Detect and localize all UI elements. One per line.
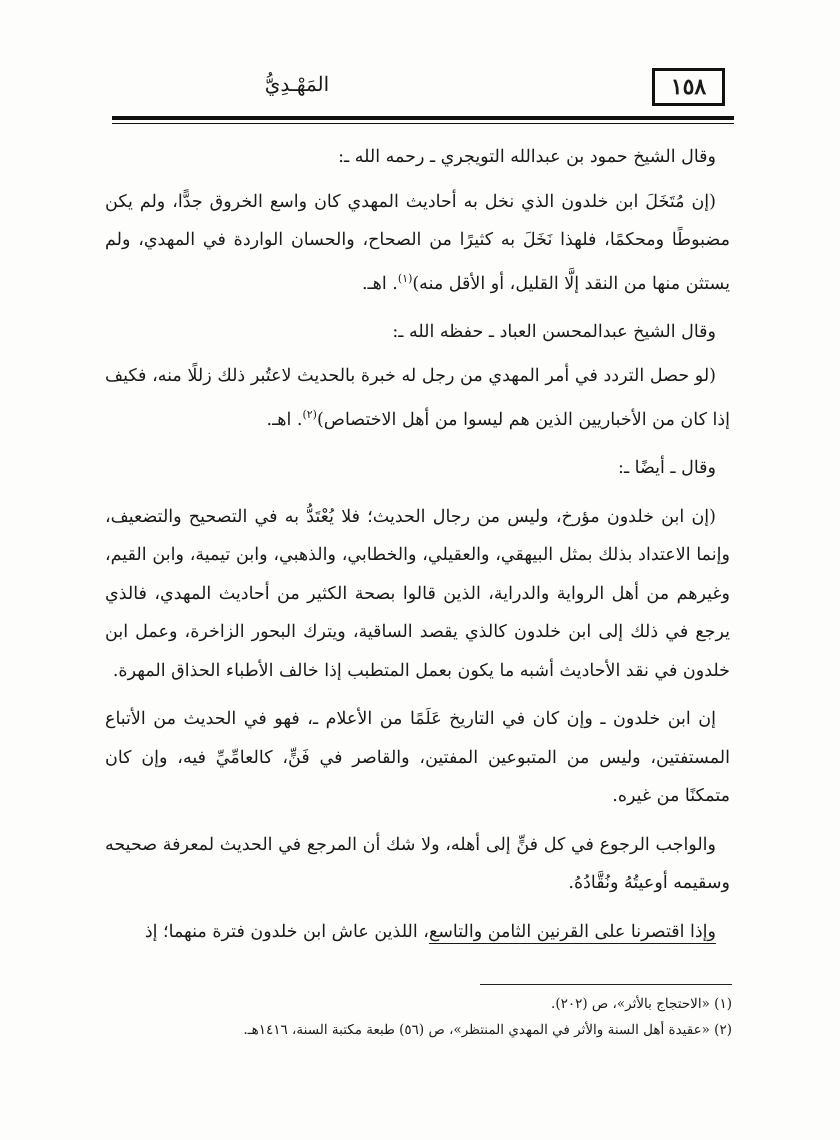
running-title: المَهْـدِيُّ bbox=[264, 72, 330, 96]
footnote: (٢) «عقيدة أهل السنة والأثر في المهدي المنتظر»، ص (٥٦) طبعة مكتبة السنة، ١٤١٦هـ. bbox=[243, 1022, 732, 1038]
page-number: ١٥٨ bbox=[652, 68, 725, 106]
footnote-ref: (١) bbox=[397, 271, 413, 285]
paragraph: وقال الشيخ حمود بن عبدالله التويجري ـ رحمه الله ـ: bbox=[338, 147, 716, 167]
underlined-text: وإذا اقتصرنا على القرنين الثامن والتاسع bbox=[428, 921, 716, 942]
paragraph: وقال الشيخ عبدالمحسن العباد ـ حفظه الله ـ: bbox=[392, 321, 716, 342]
quote-paragraph bbox=[105, 183, 730, 303]
header-rule-thin bbox=[112, 123, 734, 124]
footnote: (١) «الاحتجاج بالأثر»، ص (٢٠٢). bbox=[551, 996, 732, 1012]
quote-paragraph bbox=[105, 357, 730, 439]
paragraph-tail: . اهـ. bbox=[266, 409, 303, 430]
paragraph: وقال ـ أيضًا ـ: bbox=[618, 458, 716, 479]
paragraph: إن ابن خلدون ـ وإن كان في التاريخ عَلَمًا من الأعلام ـ، فهو في الحديث من الأتباع المستفتين، وليس من المتبوعين المفتين، والقاصر في فَنٍّ، كالعامِّيِّ فيه، وإن كان متمكنًا من غيره. bbox=[105, 709, 730, 807]
paragraph: والواجب الرجوع في كل فنٍّ إلى أهله، ولا شك أن المرجع في الحديث لمعرفة صحيحه وسقيمه أوعيتُهُ ونُقَّادُهُ. bbox=[105, 834, 730, 894]
header-rule-thick bbox=[112, 116, 734, 120]
paragraph-last-line bbox=[105, 913, 730, 952]
footnote-ref: (٢) bbox=[302, 407, 317, 421]
page-body bbox=[105, 138, 730, 957]
quote-paragraph: (إن ابن خلدون مؤرخ، وليس من رجال الحديث؛ فلا يُعْتَدُّ به في التصحيح والتضعيف، وإنما الاعتداد بذلك بمثل البيهقي، والعقيلي، والخطابي، والذهبي، وابن تيمية، وابن القيم، وغيرهم من أهل الرواية والدراية، الذين قالوا بصحة الكثير من أحاديث المهدي، فالذي يرجع في ذلك إلى ابن خلدون كالذي يقصد الساقية، ويترك البحور الزاخرة، وعمل ابن خلدون في نقد الأحاديث أشبه ما يكون بعمل المتطبب إذا خالف الأطباء الحذاق المهرة. bbox=[105, 506, 730, 681]
page-header bbox=[112, 62, 732, 114]
paragraph-tail: . اهـ. bbox=[361, 273, 398, 294]
paragraph-text: (إن مُتَخَلَ ابن خلدون الذي نخل به أحاديث المهدي كان واسع الخروق جدًّا، ولم يكن مضبوطًا ومحكمًا، فلهذا نَخَلَ به كثيرًا من الصحاح، والحسان الواردة في المهدي، ولم يستثن منها من النقد إلَّا القليل، أو الأقل منه) bbox=[105, 191, 730, 294]
paragraph-text: ، اللذين عاش ابن خلدون فترة منهما؛ إذ bbox=[144, 921, 429, 942]
paragraph-text: (لو حصل التردد في أمر المهدي من رجل له خبرة بالحديث لاعتُبر ذلك زللًا منه، فكيف إذا كان من الأخباريين الذين هم ليسوا من أهل الاختصاص) bbox=[105, 366, 730, 430]
footnote-separator bbox=[480, 984, 732, 985]
footnotes bbox=[112, 991, 732, 1043]
